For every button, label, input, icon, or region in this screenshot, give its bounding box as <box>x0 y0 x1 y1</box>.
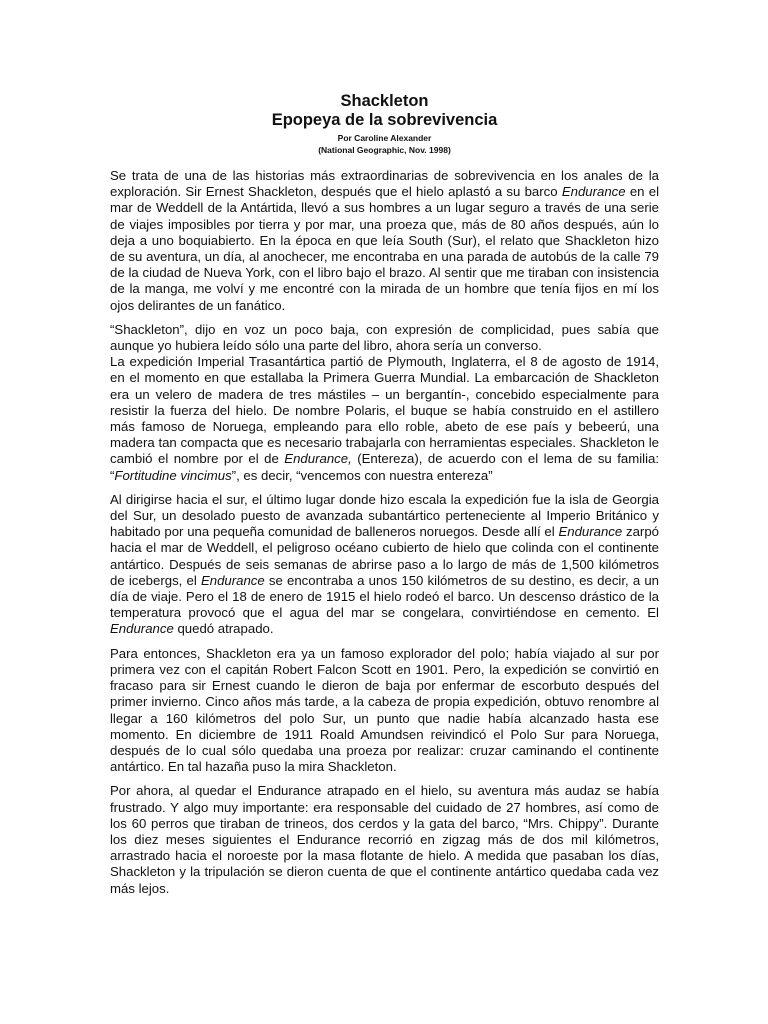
paragraph-text: “Shackleton”, dijo en voz un poco baja, con expresión de complicidad, pues sabía que aunque yo hubiera leído sólo una parte del libro, ahora sería un converso. <box>110 321 659 354</box>
paragraph-text: en el mar de Weddell de la Antártida, llevó a sus hombres a un lugar seguro a través de una serie de viajes imposibles por tierra y por mar, una proeza que, más de 80 años después, aún lo deja a uno boquiabierto. En la época en que leía South (Sur), el relato que Shackleton hizo de su aventura, un día, al anochecer, me encontraba en una parada de autobús de la calle 79 de la ciudad de Nueva York, con el libro bajo el brazo. Al sentir que me tiraban con insistencia de la manga, me volví y me encontré con la mirada de un hombre que tenía fijos en mí los ojos delirantes de un fanático. <box>110 184 660 313</box>
byline-author: Por Caroline Alexander <box>337 133 432 143</box>
italic-text: Endurance <box>558 524 623 540</box>
document-title <box>110 92 659 130</box>
paragraph-text: Por ahora, al quedar el Endurance atrapado en el hielo, su aventura más audaz se había frustrado. Y algo muy importante: era responsable del cuidado de 27 hombres, así como de los 60 perros que tiraban de trineos, dos cerdos y la gata del barco, “Mrs. Chippy”. Durante los diez meses siguientes el Endurance recorrió en zigzag más de dos mil kilómetros, arrastrado hacia el noroeste por la masa flotante de hielo. A medida que pasaban los días, Shackleton y la tripulación se dieron cuenta de que el continente antártico quedaba cada vez más lejos. <box>110 783 659 896</box>
italic-text: Endurance <box>561 184 626 200</box>
paragraph-text: Para entonces, Shackleton era ya un famoso explorador del polo; había viajado al sur por primera vez con el capitán Robert Falcon Scott en 1901. Pero, la expedición se convirtió en fracaso para sir Ernest cuando le dieron de baja por enfermar de escorbuto después del primer invierno. Cinco años más tarde, a la cabeza de propia expedición, obtuvo renombre al llegar a 160 kilómetros del polo Sur, un punto que nadie había alcanzado hasta ese momento. En diciembre de 1911 Roald Amundsen reivindicó el Polo Sur para Noruega, después de lo cual sólo quedaba una proeza por realizar: cruzar caminando el continente antártico. En tal hazaña puso la mira Shackleton. <box>110 645 659 775</box>
document-page <box>110 92 659 905</box>
byline-source: (National Geographic, Nov. 1998) <box>318 145 451 155</box>
italic-text: Endurance <box>110 621 174 637</box>
title-line-1: Shackleton <box>340 92 429 110</box>
paragraph-text: La expedición Imperial Trasantártica partió de Plymouth, Inglaterra, el 8 de agosto de 1914, en el momento en que estallaba la Primera Guerra Mundial. La embarcación de Shackleton era un velero de madera de tres mástiles – un bergantín-, concebido especialmente para resistir la fuerza del hielo. De nombre Polaris, el buque se había construido en el astillero más famoso de Noruega, empleando para ello roble, abeto de ese país y bebeerú, una madera tan compacta que es necesario trabajarla con herramientas especiales. Shackleton le cambió el nombre por el de <box>110 354 659 467</box>
paragraph-text: Se trata de una de las historias más extraordinarias de sobrevivencia en los anales de la exploración. Sir Ernest Shackleton, después que el hielo aplastó a su barco <box>110 168 659 200</box>
paragraph-text: zarpó hacia el mar de Weddell, el peligroso océano cubierto de hielo que colinda con el continente antártico. Después de seis semanas de abrirse paso a lo largo de más de 1,500 kilómetros de icebergs, el <box>110 524 659 588</box>
paragraph <box>110 492 659 638</box>
italic-text: Fortitudine vincimus <box>114 467 232 483</box>
paragraph <box>110 168 659 314</box>
paragraph <box>110 646 659 776</box>
paragraph <box>110 783 659 896</box>
paragraph-text: quedó atrapado. <box>173 621 274 637</box>
paragraph <box>110 322 659 354</box>
italic-text: Endurance <box>200 572 265 588</box>
paragraph-text: se encontraba a unos 150 kilómetros de su destino, es decir, a un día de viaje. Pero el 18 de enero de 1915 el hielo rodeó el barco. Un descenso drástico de la temperatura provocó que el agua del mar se congelara, convirtiéndose en cemento. El <box>110 572 660 621</box>
italic-text: Endurance, <box>284 451 352 467</box>
paragraph-text: (Entereza), de acuerdo con el lema de su familia: “ <box>110 451 659 483</box>
article-body <box>110 168 659 897</box>
paragraph-text: ”, es decir, “vencemos con nuestra entereza” <box>231 467 493 483</box>
paragraph-text: Al dirigirse hacia el sur, el último lugar donde hizo escala la expedición fue la isla de Georgia del Sur, un desolado puesto de avanzada subantártico perteneciente al Imperio Británico y habitado por una pequeña comunidad de balleneros noruegos. Desde allí el <box>110 491 659 540</box>
title-line-2: Epopeya de la sobrevivencia <box>271 111 498 129</box>
paragraph <box>110 354 659 484</box>
